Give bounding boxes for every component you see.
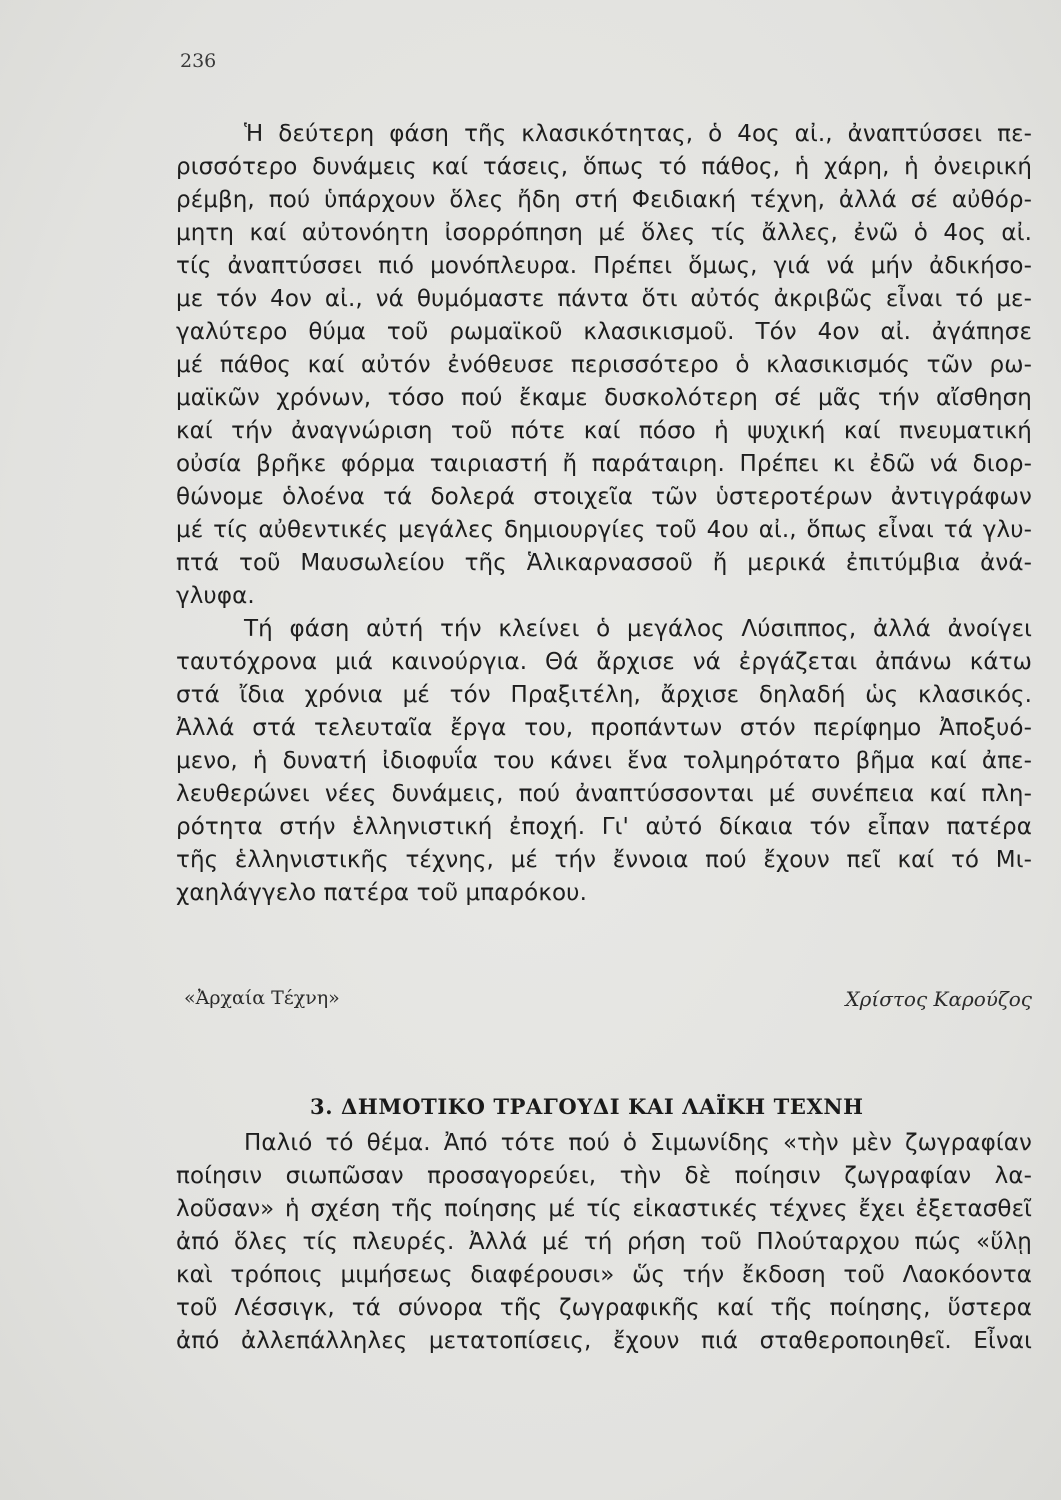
text-line: τοῦ Λέσσιγκ, τά σύνορα τῆς ζωγραφικῆς καί τῆς ποίησης, ὕστερα xyxy=(176,1295,1032,1321)
text-line: Παλιό τό θέμα. Ἀπό τότε πού ὁ Σιμωνίδης «τὴν μὲν ζωγραφίαν xyxy=(244,1130,1032,1156)
text-line: καὶ τρόποις μιμήσεως διαφέρουσι» ὥς τήν ἔκδοση τοῦ Λαοκόοντα xyxy=(176,1262,1032,1288)
text-line: λευθερώνει νέες δυνάμεις, πού ἀναπτύσσονται μέ συνέπεια καί πλη- xyxy=(176,781,1032,807)
text-line: ρότητα στήν ἑλληνιστική ἐποχή. Γι' αὐτό δίκαια τόν εἶπαν πατέρα xyxy=(176,814,1032,840)
text-line: Τή φάση αὐτή τήν κλείνει ὁ μεγάλος Λύσιππος, ἀλλά ἀνοίγει xyxy=(244,616,1032,642)
text-line: μέ πάθος καί αὐτόν ἐνόθευσε περισσότερο ὁ κλασικισμός τῶν ρω- xyxy=(176,352,1032,378)
text-line: τίς ἀναπτύσσει πιό μονόπλευρα. Πρέπει ὅμως, γιά νά μήν ἀδικήσο- xyxy=(176,253,1032,279)
text-line: ταυτόχρονα μιά καινούργια. Θά ἄρχισε νά ἐργάζεται ἀπάνω κάτω xyxy=(176,649,1032,675)
text-line: θώνομε ὁλοένα τά δολερά στοιχεῖα τῶν ὑστεροτέρων ἀντιγράφων xyxy=(176,484,1032,510)
text-line: ποίησιν σιωπῶσαν προσαγορεύει, τὴν δὲ ποίησιν ζωγραφίαν λα- xyxy=(176,1163,1032,1189)
text-line: ἀπό ὅλες τίς πλευρές. Ἀλλά μέ τή ρήση τοῦ Πλούταρχου πώς «ὕλῃ xyxy=(176,1229,1032,1255)
text-line: Ἀλλά στά τελευταῖα ἔργα του, προπάντων στόν περίφημο Ἀποξυό- xyxy=(176,715,1032,741)
citation-source: «Ἀρχαία Τέχνη» xyxy=(184,987,340,1009)
text-line: καί τήν ἀναγνώριση τοῦ πότε καί πόσο ἡ ψυχική καί πνευματική xyxy=(176,418,1032,444)
text-line: Ἡ δεύτερη φάση τῆς κλασικότητας, ὁ 4ος αἰ., ἀναπτύσσει πε- xyxy=(244,121,1032,147)
text-line: οὐσία βρῆκε φόρμα ταιριαστή ἤ παράταιρη. Πρέπει κι ἐδῶ νά διορ- xyxy=(176,451,1032,477)
text-line: μαϊκῶν χρόνων, τόσο πού ἔκαμε δυσκολότερη σέ μᾶς τήν αἴσθηση xyxy=(176,385,1032,411)
text-line: στά ἴδια χρόνια μέ τόν Πραξιτέλη, ἄρχισε δηλαδή ὡς κλασικός. xyxy=(176,682,1032,708)
text-line: χαηλάγγελο πατέρα τοῦ μπαρόκου. xyxy=(176,880,588,906)
text-line: ρέμβη, πού ὑπάρχουν ὅλες ἤδη στή Φειδιακή τέχνη, ἀλλά σέ αὐθόρ- xyxy=(176,187,1032,213)
text-line: ρισσότερο δυνάμεις καί τάσεις, ὅπως τό πάθος, ἡ χάρη, ἡ ὀνειρική xyxy=(176,154,1032,180)
citation-author: Χρίστος Καρούζος xyxy=(845,987,1032,1011)
text-line: γλυφα. xyxy=(176,583,255,609)
text-line: μέ τίς αὐθεντικές μεγάλες δημιουργίες τοῦ 4ου αἰ., ὅπως εἶναι τά γλυ- xyxy=(176,517,1032,543)
page-number: 236 xyxy=(180,50,217,72)
text-line: με τόν 4ον αἰ., νά θυμόμαστε πάντα ὅτι αὐτός ἀκριβῶς εἶναι τό με- xyxy=(176,286,1032,312)
section-heading: 3. ΔΗΜΟΤΙΚΟ ΤΡΑΓΟΥΔΙ ΚΑΙ ΛΑΪΚΗ ΤΕΧΝΗ xyxy=(310,1094,864,1119)
text-line: γαλύτερο θύμα τοῦ ρωμαϊκοῦ κλασικισμοῦ. Τόν 4ον αἰ. ἀγάπησε xyxy=(176,319,1032,345)
text-line: ἀπό ἀλλεπάλληλες μετατοπίσεις, ἔχουν πιά σταθεροποιηθεῖ. Εἶναι xyxy=(176,1328,1032,1354)
text-line: λοῦσαν» ἡ σχέση τῆς ποίησης μέ τίς εἰκαστικές τέχνες ἔχει ἐξετασθεῖ xyxy=(176,1196,1032,1222)
text-line: μητη καί αὐτονόητη ἰσορρόπηση μέ ὅλες τίς ἄλλες, ἐνῶ ὁ 4ος αἰ. xyxy=(176,220,1032,246)
text-line: μενο, ἡ δυνατή ἰδιοφυΐα του κάνει ἕνα τολμηρότατο βῆμα καί ἀπε- xyxy=(176,748,1032,774)
text-line: τῆς ἑλληνιστικῆς τέχνης, μέ τήν ἔννοια πού ἔχουν πεῖ καί τό Μι- xyxy=(176,847,1032,873)
text-line: πτά τοῦ Μαυσωλείου τῆς Ἁλικαρνασσοῦ ἤ μερικά ἐπιτύμβια ἀνά- xyxy=(176,550,1032,576)
